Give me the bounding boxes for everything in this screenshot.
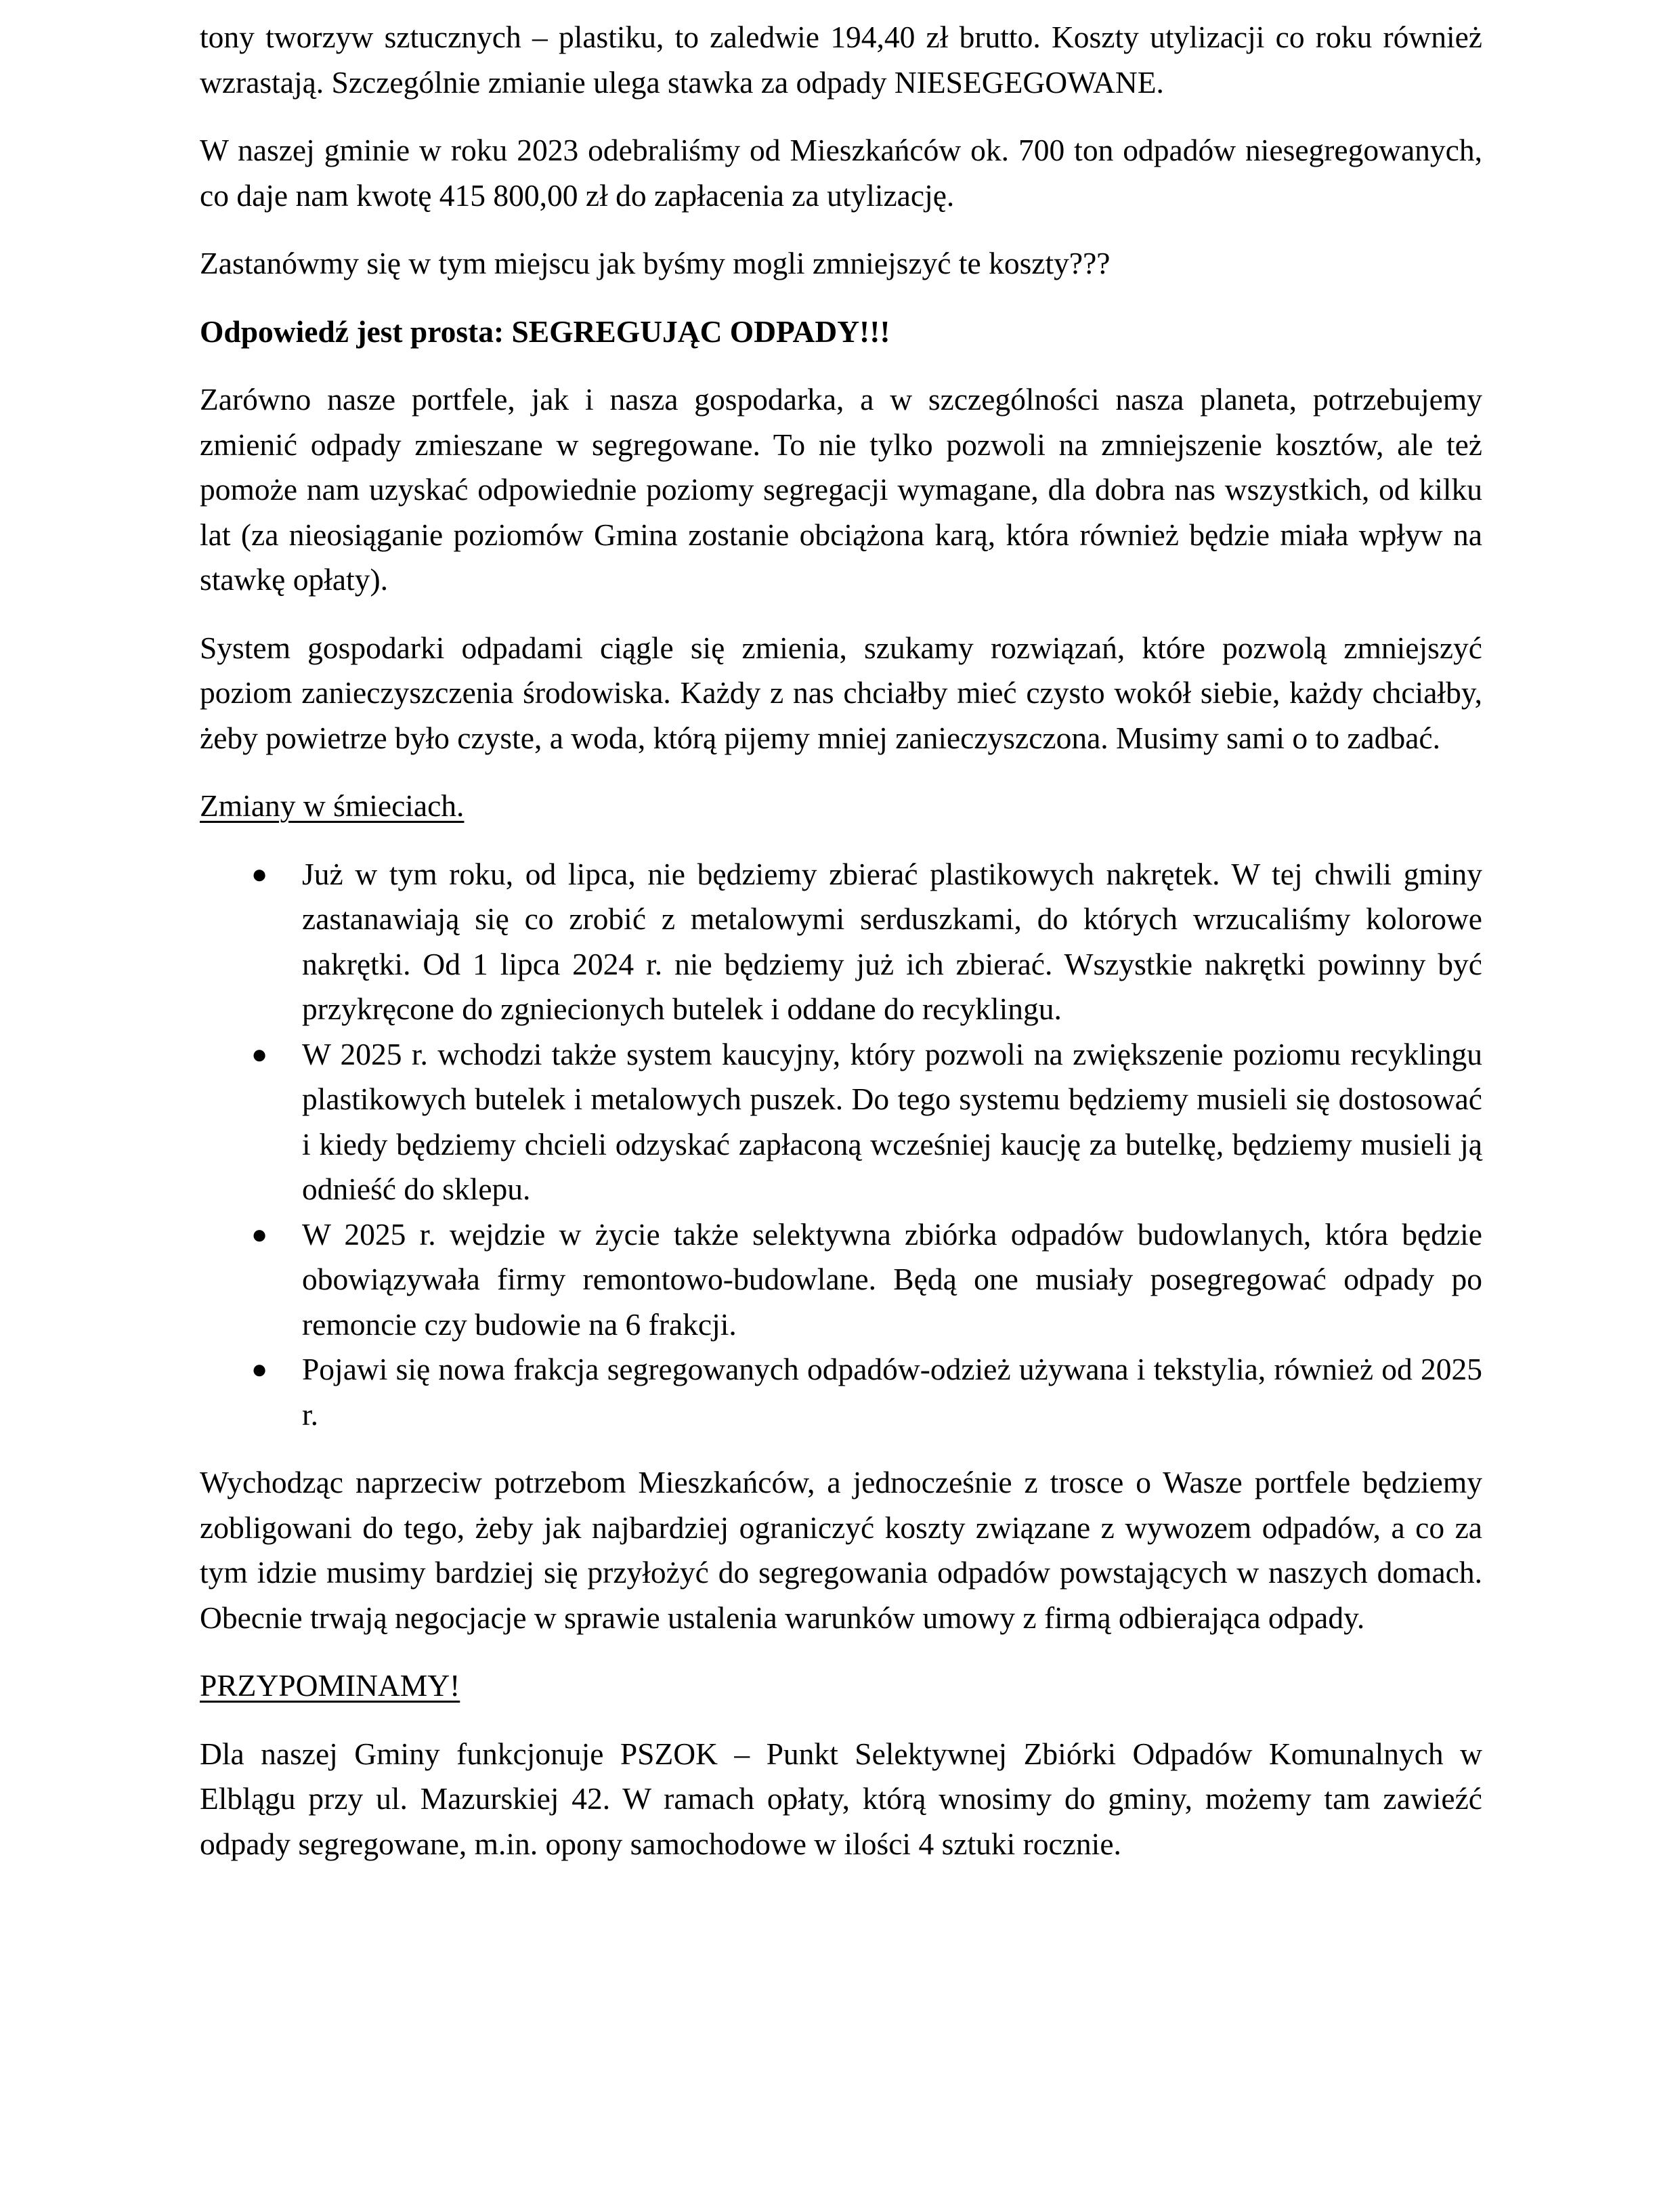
- list-item-text: Już w tym roku, od lipca, nie będziemy zbierać plastikowych nakrętek. W tej chwili gminy zastanawiają się co zrobić z metalowymi serduszkami, do których wrzucaliśmy kolorowe nakrętki. Od 1 lipca 2024 r. nie będziemy już ich zbierać. Wszystkie nakrętki powinny być przykręcone do zgniecionych butelek i oddane do recyklingu.: [302, 856, 1482, 1026]
- paragraph-waste-system: System gospodarki odpadami ciągle się zmienia, szukamy rozwiązań, które pozwolą zmniejszyć poziom zanieczyszczenia środowiska. Każdy z nas chciałby mieć czysto wokół siebie, każdy chciałby, żeby powietrze było czyste, a woda, którą pijemy mniej zanieczyszczona. Musimy sami o to zadbać.: [200, 630, 1482, 755]
- bullet-icon: ●: [251, 1038, 268, 1069]
- bullet-icon: ●: [251, 1354, 268, 1384]
- bullet-icon: ●: [251, 1218, 268, 1250]
- paragraph-2023-waste: W naszej gminie w roku 2023 odebraliśmy od Mieszkańców ok. 700 ton odpadów niesegregowanych, co daje nam kwotę 415 800,00 zł do zapłacenia za utylizację.: [200, 133, 1482, 213]
- changes-list: [200, 852, 1482, 1438]
- list-item: [200, 1347, 1482, 1437]
- paragraph-pszok: Dla naszej Gminy funkcjonuje PSZOK – Punkt Selektywnej Zbiórki Odpadów Komunalnych w Elblągu przy ul. Mazurskiej 42. W ramach opłaty, którą wnosimy do gminy, możemy tam zawieźć odpady segregowane, m.in. opony samochodowe w ilości 4 sztuki rocznie.: [200, 1736, 1482, 1861]
- paragraph-answer: Odpowiedź jest prosta: SEGREGUJĄC ODPADY!!!: [200, 314, 890, 349]
- list-item-text: W 2025 r. wejdzie w życie także selektywna zbiórka odpadów budowlanych, która będzie obowiązywała firmy remontowo-budowlane. Będą one musiały posegregować odpady po remoncie czy budowie na 6 frakcji.: [302, 1216, 1482, 1342]
- document-page: [200, 15, 1482, 1890]
- reminder-heading-text: PRZYPOMINAMY!: [200, 1668, 460, 1703]
- list-item-text: Pojawi się nowa frakcja segregowanych odpadów-odzież używana i tekstylia, również od 2025 r.: [302, 1352, 1482, 1432]
- paragraph-question: Zastanówmy się w tym miejscu jak byśmy mogli zmniejszyć te koszty???: [200, 246, 1111, 280]
- list-item: [200, 852, 1482, 1032]
- list-item: [200, 1212, 1482, 1348]
- changes-heading-text: Zmiany w śmieciach.: [200, 788, 465, 823]
- paragraph-costs-intro: tony tworzyw sztucznych – plastiku, to zaledwie 194,40 zł brutto. Koszty utylizacji co roku również wzrastają. Szczególnie zmianie ulega stawka za odpady NIESEGEGOWANE.: [200, 20, 1482, 100]
- list-item-text: W 2025 r. wchodzi także system kaucyjny, który pozwoli na zwiększenie poziomu recyklingu plastikowych butelek i metalowych puszek. Do tego systemu będziemy musieli się dostosować i kiedy będziemy chcieli odzyskać zapłaconą wcześniej kaucję za butelkę, będziemy musieli ją odnieść do sklepu.: [302, 1036, 1482, 1206]
- changes-heading: [200, 784, 1482, 829]
- bullet-icon: ●: [251, 858, 268, 889]
- paragraph-wallets-planet: Zarówno nasze portfele, jak i nasza gospodarka, a w szczególności nasza planeta, potrzebujemy zmienić odpady zmieszane w segregowane. To nie tylko pozwoli na zmniejszenie kosztów, ale też pomoże nam uzyskać odpowiednie poziomy segregacji wymagane, dla dobra nas wszystkich, od kilku lat (za nieosiąganie poziomów Gmina zostanie obciążona karą, która również będzie miała wpływ na stawkę opłaty).: [200, 382, 1482, 597]
- reminder-heading: [200, 1663, 1482, 1709]
- paragraph-closing: Wychodząc naprzeciw potrzebom Mieszkańców, a jednocześnie z trosce o Wasze portfele będziemy zobligowani do tego, żeby jak najbardziej ograniczyć koszty związane z wywozem odpadów, a co za tym idzie musimy bardziej się przyłożyć do segregowania odpadów powstających w naszych domach. Obecnie trwają negocjacje w sprawie ustalenia warunków umowy z firmą odbierająca odpady.: [200, 1465, 1482, 1635]
- list-item: [200, 1032, 1482, 1212]
